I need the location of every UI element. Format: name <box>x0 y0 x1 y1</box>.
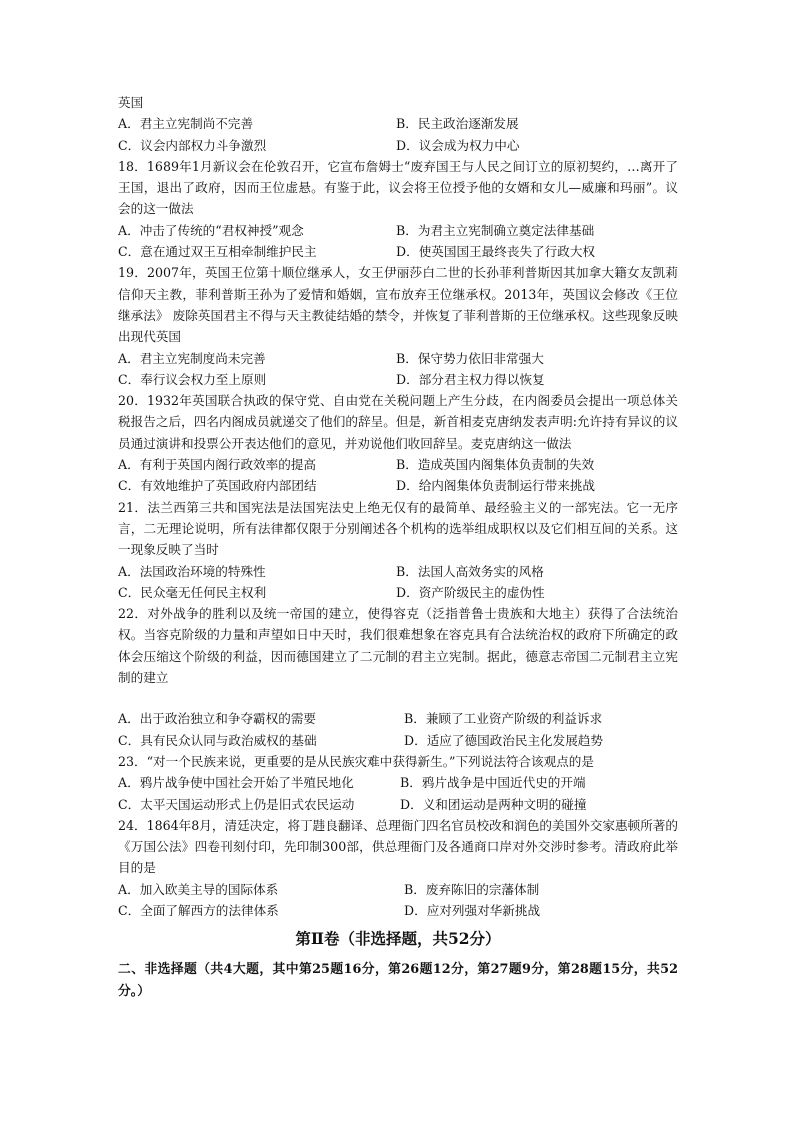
q20-option-a: A．有利于英国内阁行政效率的提高 <box>118 457 317 473</box>
q23-options-row-2 <box>118 794 678 815</box>
q18-option-a: A．冲击了传统的“君权神授”观念 <box>118 222 304 238</box>
q21-stem: 21．法兰西第三共和国宪法是法国宪法史上绝无仅有的最简单、最经验主义的一部宪法。它一无序言，二无理论说明，所有法律都仅限于分别阐述各个机构的选举组成职权以及它们相互间的关系。这一现象反映了当时 <box>118 499 678 558</box>
q19-option-a: A．君主立宪制度尚未完善 <box>118 350 266 366</box>
q22-options-row-1 <box>118 708 678 729</box>
q23-option-b: B．鸦片战争是中国近代史的开端 <box>400 775 586 791</box>
q21-option-d: D．资产阶级民主的虚伪性 <box>396 584 545 600</box>
section-2-title: 第Ⅱ卷（非选择题，共52分） <box>295 929 501 949</box>
q19-options-row-1 <box>118 348 678 369</box>
q17-option-a: A．君主立宪制尚不完善 <box>118 116 254 132</box>
q22-options-row-2 <box>118 730 678 751</box>
q21-options-row-2 <box>118 582 678 603</box>
q23-option-d: D．义和团运动是两种文明的碰撞 <box>400 796 587 812</box>
exam-page <box>118 92 678 1003</box>
q21-option-a: A．法国政治环境的特殊性 <box>118 563 266 579</box>
q24-option-a: A．加入欧美主导的国际体系 <box>118 881 279 897</box>
q18-options-row-2 <box>118 241 678 262</box>
q22-option-c: C．具有民众认同与政治威权的基础 <box>118 732 317 748</box>
q23-stem: 23．“对一个民族来说，更重要的是从民族灾难中获得新生。”下列说法符合该观点的是 <box>118 753 594 769</box>
q19-option-c: C．奉行议会权力至上原则 <box>118 371 267 387</box>
q18-option-b: B．为君主立宪制确立奠定法律基础 <box>396 222 595 238</box>
section-2-instruction: 二、非选择题（共4大题，其中第25题16分，第26题12分，第27题9分，第28题15分，共52分。） <box>118 962 678 1000</box>
q18-option-d: D．使英国国王最终丧失了行政大权 <box>396 244 596 260</box>
q20-stem: 20．1932年英国联合执政的保守党、自由党在关税问题上产生分歧，在内阁委员会提出一项总体关税报告之后，四名内阁成员就递交了他们的辞呈。但是，新首相麦克唐纳发表声明:允许持有异议的议员通过演讲和投票公开表达他们的意见，并劝说他们收回辞呈。麦克唐纳这一做法 <box>118 393 678 451</box>
q22-option-d: D．适应了德国政治民主化发展趋势 <box>404 732 604 748</box>
q22-option-a: A．出于政治独立和争夺霸权的需要 <box>118 711 317 727</box>
q24-options-row-1 <box>118 879 678 900</box>
q18-stem: 18．1689年1月新议会在伦敦召开，它宣布詹姆士“废弃国王与人民之间订立的原初契约，…离开了王国，退出了政府，因而王位虚悬。有鉴于此，议会将王位授予他的女婿和女儿—威廉和玛丽”。议会的这一做法 <box>118 158 678 217</box>
q23-option-a: A．鸦片战争使中国社会开始了半殖民地化 <box>118 775 354 791</box>
q18-option-c: C．意在通过双王互相牵制维护民主 <box>118 244 317 260</box>
q18-options-row-1 <box>118 220 678 241</box>
q20-option-b: B．造成英国内阁集体负责制的失效 <box>396 457 595 473</box>
q22-stem: 22．对外战争的胜利以及统一帝国的建立，使得容克（泛指普鲁士贵族和大地主）获得了合法统治权。当容克阶级的力量和声望如日中天时，我们很难想象在容克具有合法统治权的政府下所确定的政体会压缩这个阶级的利益，因而德国建立了二元制的君主立宪制。据此，德意志帝国二元制君主立宪制的建立 <box>118 606 678 686</box>
q17-options-row-2 <box>118 135 678 156</box>
q19-stem: 19．2007年，英国王位第十顺位继承人，女王伊丽莎白二世的长孙菲利普斯因其加拿大籍女友凯莉信仰天主教，菲利普斯王孙为了爱情和婚姻，宣布放弃王位继承权。2013年，英国议会修改《王位继承法》 废除英国君主不得与天主教徒结婚的禁令，并恢复了菲利普斯的王位继承权。这些现象反映出现代英国 <box>118 265 678 345</box>
q24-option-d: D．应对列强对华新挑战 <box>404 902 541 918</box>
q19-option-b: B．保守势力依旧非常强大 <box>396 350 544 366</box>
q17-option-b: B．民主政治逐渐发展 <box>396 116 519 132</box>
q24-stem: 24．1864年8月，清廷决定，将丁韪良翻译、总理衙门四名官员校改和润色的美国外交家惠顿所著的《万国公法》四卷刊刻付印，先印制300部，供总理衙门及各通商口岸对外交涉时参考。清政府此举目的是 <box>118 817 678 876</box>
q17-option-c: C．议会内部权力斗争激烈 <box>118 137 267 153</box>
q17-options-row-1 <box>118 113 678 134</box>
q21-option-b: B．法国人高效务实的风格 <box>396 563 544 579</box>
q21-options-row-1 <box>118 561 678 582</box>
q24-options-row-2 <box>118 900 678 921</box>
q17-stem-tail: 英国 <box>118 95 144 110</box>
q19-option-d: D．部分君主权力得以恢复 <box>396 371 545 387</box>
q23-option-c: C．太平天国运动形式上仍是旧式农民运动 <box>118 796 355 812</box>
q21-option-c: C．民众毫无任何民主权利 <box>118 584 267 600</box>
q23-options-row-1 <box>118 772 678 793</box>
q22-option-b: B．兼顾了工业资产阶级的利益诉求 <box>404 711 603 727</box>
q24-option-c: C．全面了解西方的法律体系 <box>118 902 279 918</box>
q17-option-d: D．议会成为权力中心 <box>396 137 520 153</box>
q19-options-row-2 <box>118 369 678 390</box>
q20-option-d: D．给内阁集体负责制运行带来挑战 <box>396 478 596 494</box>
q20-option-c: C．有效地维护了英国政府内部团结 <box>118 478 317 494</box>
q20-options-row-2 <box>118 475 678 496</box>
q24-option-b: B．废弃陈旧的宗藩体制 <box>404 881 540 897</box>
q20-options-row-1 <box>118 454 678 475</box>
q22-spacer <box>118 688 678 708</box>
